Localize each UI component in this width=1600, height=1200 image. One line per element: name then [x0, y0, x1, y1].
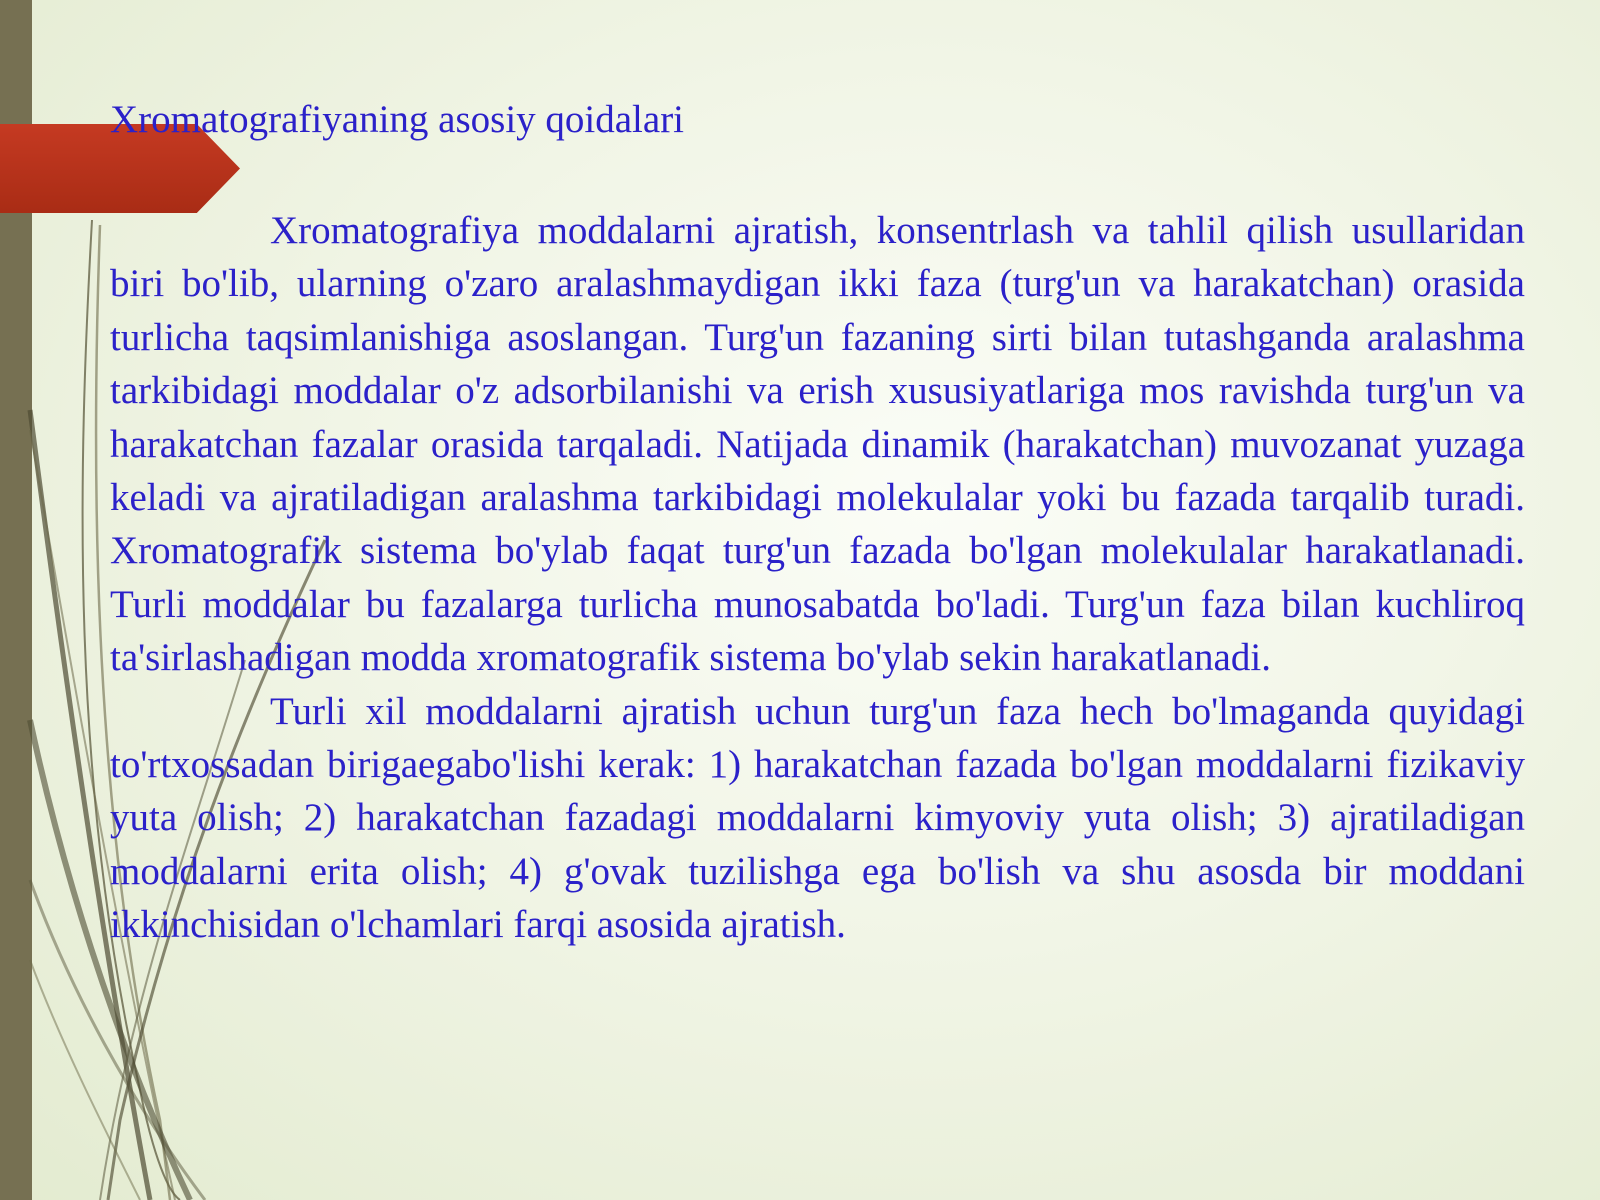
body-paragraph: Xromatografiya moddalarni ajratish, konsentrlash va tahlil qilish usullaridan biri bo'lib, ularning o'zaro aralashmaydigan ikki faza (turg'un va harakatchan) orasida turlicha taqsimlanishiga asoslangan. Turg'un fazaning sirti bilan tutashganda aralashma tarkibidagi moddalar o'z adsorbilanishi va erish xususiyatlariga mos ravishda turg'un va harakatchan fazalar orasida tarqaladi. Natijada dinamik (harakatchan) muvozanat yuzaga keladi va ajratiladigan aralashma tarkibidagi molekulalar yoki bu fazada tarqalib turadi. Xromatografik sistema bo'ylab faqat turg'un fazada bo'lgan molekulalar harakatlanadi. Turli moddalar bu fazalarga turlicha munosabatda bo'ladi. Turg'un faza bilan kuchliroq ta'sirlashadigan modda xromatografik sistema bo'ylab sekin harakatlanadi.	[110, 209, 1525, 680]
body-paragraph: Turli xil moddalarni ajratish uchun turg'un faza hech bo'lmaganda quyidagi to'rtxossadan birigaegabo'lishi kerak: 1) harakatchan fazada bo'lgan moddalarni fizikaviy yuta olish; 2) harakatchan fazadagi moddalarni kimyoviy yuta olish; 3) ajratiladigan moddalarni erita olish; 4) g'ovak tuzilishga ega bo'lish va shu asosda bir moddani ikkinchisidan o'lchamlari farqi asosida ajratish.	[110, 689, 1525, 947]
slide-body	[110, 204, 1525, 952]
slide-title: Xromatografiyaning asosiy qoidalari	[110, 98, 685, 141]
